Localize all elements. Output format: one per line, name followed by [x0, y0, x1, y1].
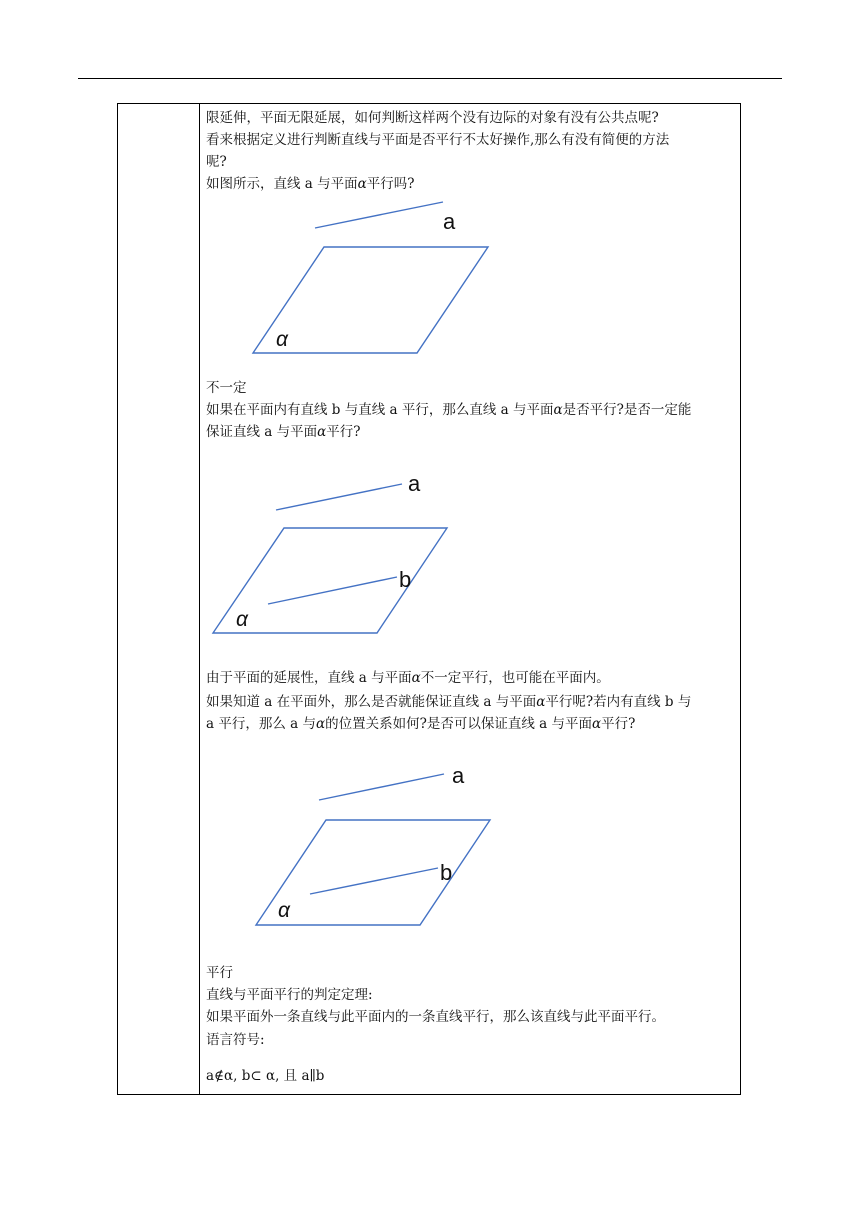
text-line-8: 由于平面的延展性，直线 a 与平面α不一定平行，也可能在平面内。 [206, 670, 610, 686]
text-line-13: 如果平面外一条直线与此平面内的一条直线平行，那么该直线与此平面平行。 [206, 1009, 665, 1025]
label-b: b [399, 567, 412, 592]
text-line-12: 直线与平面平行的判定定理: [206, 987, 373, 1003]
label-a: a [443, 209, 456, 234]
plane-alpha [213, 528, 447, 633]
plane-alpha [256, 820, 490, 925]
line-a [319, 774, 444, 800]
text-line-1: 限延伸，平面无限延展，如何判断这样两个没有边际的对象有没有公共点呢? [206, 110, 659, 126]
figure-1 [200, 196, 620, 366]
text-line-6: 如果在平面内有直线 b 与直线 a 平行，那么直线 a 与平面α是否平行?是否一定能 [206, 402, 692, 418]
label-alpha: α [236, 608, 248, 631]
label-a: a [452, 763, 465, 788]
line-b [268, 577, 397, 604]
content-column [200, 104, 740, 1094]
text-line-3: 呢? [206, 154, 227, 170]
lesson-table [117, 103, 741, 1095]
label-a: a [408, 471, 421, 496]
left-column [118, 104, 200, 1094]
text-line-10: a 平行，那么 a 与α的位置关系如何?是否可以保证直线 a 与平面α平行? [206, 716, 636, 732]
text-line-15: a∉α, b⊂ α, 且 a∥b [206, 1068, 325, 1084]
text-line-11: 平行 [206, 965, 233, 981]
label-alpha: α [276, 328, 288, 351]
text-line-14: 语言符号: [206, 1032, 265, 1048]
line-a [315, 202, 443, 228]
label-alpha: α [278, 899, 290, 922]
figure-3 [200, 759, 620, 934]
line-b [310, 868, 438, 894]
text-line-9: 如果知道 a 在平面外，那么是否就能保证直线 a 与平面α平行呢?若内有直线 b 与 [206, 694, 692, 710]
plane-alpha [253, 247, 488, 353]
text-line-7: 保证直线 a 与平面α平行? [206, 424, 361, 440]
text-line-5: 不一定 [206, 380, 247, 396]
header-rule [78, 78, 782, 79]
text-line-2: 看来根据定义进行判断直线与平面是否平行不太好操作,那么有没有简便的方法 [206, 132, 670, 148]
label-b: b [440, 860, 453, 885]
figure-2 [200, 459, 620, 644]
text-line-4: 如图所示，直线 a 与平面α平行吗? [206, 176, 415, 192]
line-a [276, 484, 402, 510]
